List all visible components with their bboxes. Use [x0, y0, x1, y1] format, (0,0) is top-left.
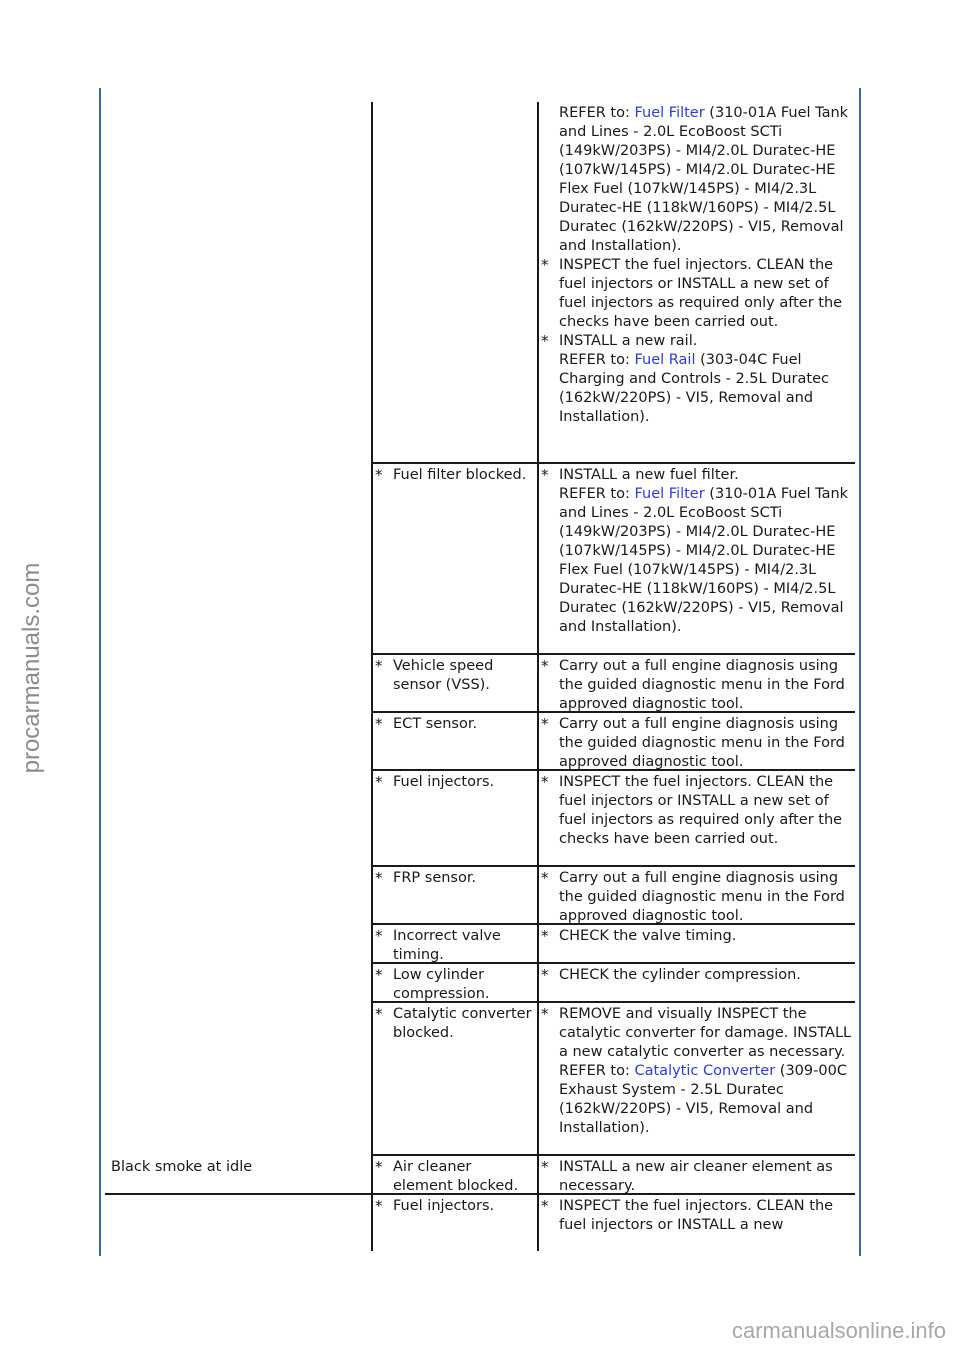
procedure-link[interactable]: Catalytic Converter: [634, 1063, 776, 1079]
bottom-watermark: carmanualsonline.info: [731, 1318, 946, 1343]
bullet-star-icon: *: [541, 1197, 549, 1215]
bullet-star-icon: *: [375, 1005, 383, 1023]
bullet-star-icon: *: [541, 332, 549, 350]
bullet-star-icon: *: [541, 657, 549, 675]
action-cell: [537, 655, 855, 713]
source-cell: [371, 1003, 537, 1156]
condition-cell: [105, 1195, 371, 1251]
table-row: [105, 1156, 855, 1195]
action-step-text: CHECK the cylinder compression.: [559, 967, 801, 983]
condition-cell: [105, 464, 371, 655]
table-row: [105, 771, 855, 867]
condition-cell: [105, 655, 371, 713]
condition-cell: [105, 867, 371, 925]
bullet-star-icon: *: [541, 466, 549, 484]
action-step-text: INSTALL a new rail.: [559, 333, 698, 349]
source-text: ECT sensor.: [393, 716, 478, 732]
source-text: Vehicle speed sensor (VSS).: [393, 658, 494, 693]
refer-to-line: [539, 1062, 855, 1138]
action-cell: [537, 713, 855, 771]
procedure-link[interactable]: Fuel Rail: [634, 352, 696, 368]
action-step-text: Carry out a full engine diagnosis using the guided diagnostic menu in the Ford approved diagnostic tool.: [559, 870, 845, 924]
side-watermark: procarmanuals.com: [18, 562, 45, 774]
source-cell: [371, 1156, 537, 1195]
procedure-link[interactable]: Fuel Filter: [634, 486, 705, 502]
bullet-star-icon: *: [375, 1197, 383, 1215]
table-row: [105, 867, 855, 925]
bullet-star-icon: *: [541, 1158, 549, 1176]
table-row: [105, 102, 855, 464]
refer-to-line: [539, 104, 855, 256]
procedure-link[interactable]: Fuel Filter: [634, 105, 705, 121]
bullet-star-icon: *: [375, 869, 383, 887]
refer-prefix: REFER to:: [559, 105, 635, 121]
source-text: Fuel injectors.: [393, 774, 495, 790]
bullet-star-icon: *: [541, 773, 549, 791]
source-cell: [371, 102, 537, 464]
action-cell: [537, 771, 855, 867]
condition-cell: [105, 102, 371, 464]
bullet-star-icon: *: [541, 1005, 549, 1023]
source-cell: [371, 655, 537, 713]
action-cell: [537, 867, 855, 925]
action-step-text: Carry out a full engine diagnosis using the guided diagnostic menu in the Ford approved diagnostic tool.: [559, 716, 845, 770]
bullet-star-icon: *: [375, 927, 383, 945]
source-cell: [371, 925, 537, 964]
condition-cell: [105, 964, 371, 1003]
bullet-star-icon: *: [541, 927, 549, 945]
condition-cell: [105, 713, 371, 771]
table-row: [105, 964, 855, 1003]
diagnosis-table: [105, 102, 855, 1251]
source-cell: [371, 771, 537, 867]
action-cell: [537, 1003, 855, 1156]
action-step-text: REMOVE and visually INSPECT the catalytic converter for damage. INSTALL a new catalytic converter as necessary.: [559, 1006, 852, 1060]
action-cell: [537, 925, 855, 964]
table-row: [105, 1003, 855, 1156]
action-step-text: INSPECT the fuel injectors. CLEAN the fuel injectors or INSTALL a new: [559, 1198, 834, 1233]
source-cell: [371, 964, 537, 1003]
source-cell: [371, 1195, 537, 1251]
action-step-text: INSPECT the fuel injectors. CLEAN the fuel injectors or INSTALL a new set of fuel injectors as required only after the checks have been carried out.: [559, 257, 843, 330]
condition-cell: [105, 925, 371, 964]
source-text: Fuel injectors.: [393, 1198, 495, 1214]
source-text: Catalytic converter blocked.: [393, 1006, 532, 1041]
table-row: [105, 464, 855, 655]
refer-suffix: (310-01A Fuel Tank and Lines - 2.0L EcoBoost SCTi (149kW/203PS) - MI4/2.0L Duratec-HE (107kW/145PS) - MI4/2.0L Duratec-HE Flex Fuel (107kW/145PS) - MI4/2.3L Duratec-HE (118kW/160PS) - MI4/2.5L Duratec (162kW/220PS) - VI5, Removal and Installation).: [559, 105, 849, 254]
refer-suffix: (309-00C Exhaust System - 2.5L Duratec (162kW/220PS) - VI5, Removal and Installation).: [559, 1063, 847, 1136]
source-text: Air cleaner element blocked.: [393, 1159, 519, 1194]
action-step-text: INSTALL a new fuel filter.: [559, 467, 739, 483]
refer-to-line: [539, 485, 855, 637]
action-cell: [537, 1156, 855, 1195]
condition-cell: [105, 1156, 371, 1195]
action-cell: [537, 464, 855, 655]
condition-cell: [105, 771, 371, 867]
left-page-rule: [99, 88, 101, 1256]
source-cell: [371, 867, 537, 925]
table-row: [105, 713, 855, 771]
bullet-star-icon: *: [375, 1158, 383, 1176]
action-step-text: INSTALL a new air cleaner element as necessary.: [559, 1159, 833, 1194]
bullet-star-icon: *: [541, 966, 549, 984]
bullet-star-icon: *: [375, 966, 383, 984]
source-cell: [371, 464, 537, 655]
refer-to-line: [539, 351, 855, 427]
action-step-text: Carry out a full engine diagnosis using the guided diagnostic menu in the Ford approved diagnostic tool.: [559, 658, 845, 712]
action-cell: [537, 102, 855, 464]
source-cell: [371, 713, 537, 771]
bullet-star-icon: *: [375, 773, 383, 791]
right-page-rule: [859, 88, 861, 1256]
bullet-star-icon: *: [375, 466, 383, 484]
refer-suffix: (310-01A Fuel Tank and Lines - 2.0L EcoBoost SCTi (149kW/203PS) - MI4/2.0L Duratec-HE (107kW/145PS) - MI4/2.0L Duratec-HE Flex Fuel (107kW/145PS) - MI4/2.3L Duratec-HE (118kW/160PS) - MI4/2.5L Duratec (162kW/220PS) - VI5, Removal and Installation).: [559, 486, 849, 635]
source-text: Low cylinder compression.: [393, 967, 490, 1002]
bullet-star-icon: *: [541, 715, 549, 733]
action-step-text: INSPECT the fuel injectors. CLEAN the fuel injectors or INSTALL a new set of fuel injectors as required only after the checks have been carried out.: [559, 774, 843, 847]
condition-cell: [105, 1003, 371, 1156]
bullet-star-icon: *: [541, 256, 549, 274]
source-text: Incorrect valve timing.: [393, 928, 501, 963]
source-text: FRP sensor.: [393, 870, 477, 886]
action-cell: [537, 1195, 855, 1251]
table-row: [105, 1195, 855, 1251]
bullet-star-icon: *: [541, 869, 549, 887]
bullet-star-icon: *: [375, 715, 383, 733]
condition-text: Black smoke at idle: [111, 1159, 253, 1175]
source-text: Fuel filter blocked.: [393, 467, 527, 483]
action-cell: [537, 964, 855, 1003]
refer-suffix: (303-04C Fuel Charging and Controls - 2.5L Duratec (162kW/220PS) - VI5, Removal and Installation).: [559, 352, 829, 425]
table-row: [105, 655, 855, 713]
refer-prefix: REFER to:: [559, 486, 635, 502]
bullet-star-icon: *: [375, 657, 383, 675]
table-row: [105, 925, 855, 964]
action-step-text: CHECK the valve timing.: [559, 928, 737, 944]
refer-prefix: REFER to:: [559, 352, 635, 368]
refer-prefix: REFER to:: [559, 1063, 635, 1079]
